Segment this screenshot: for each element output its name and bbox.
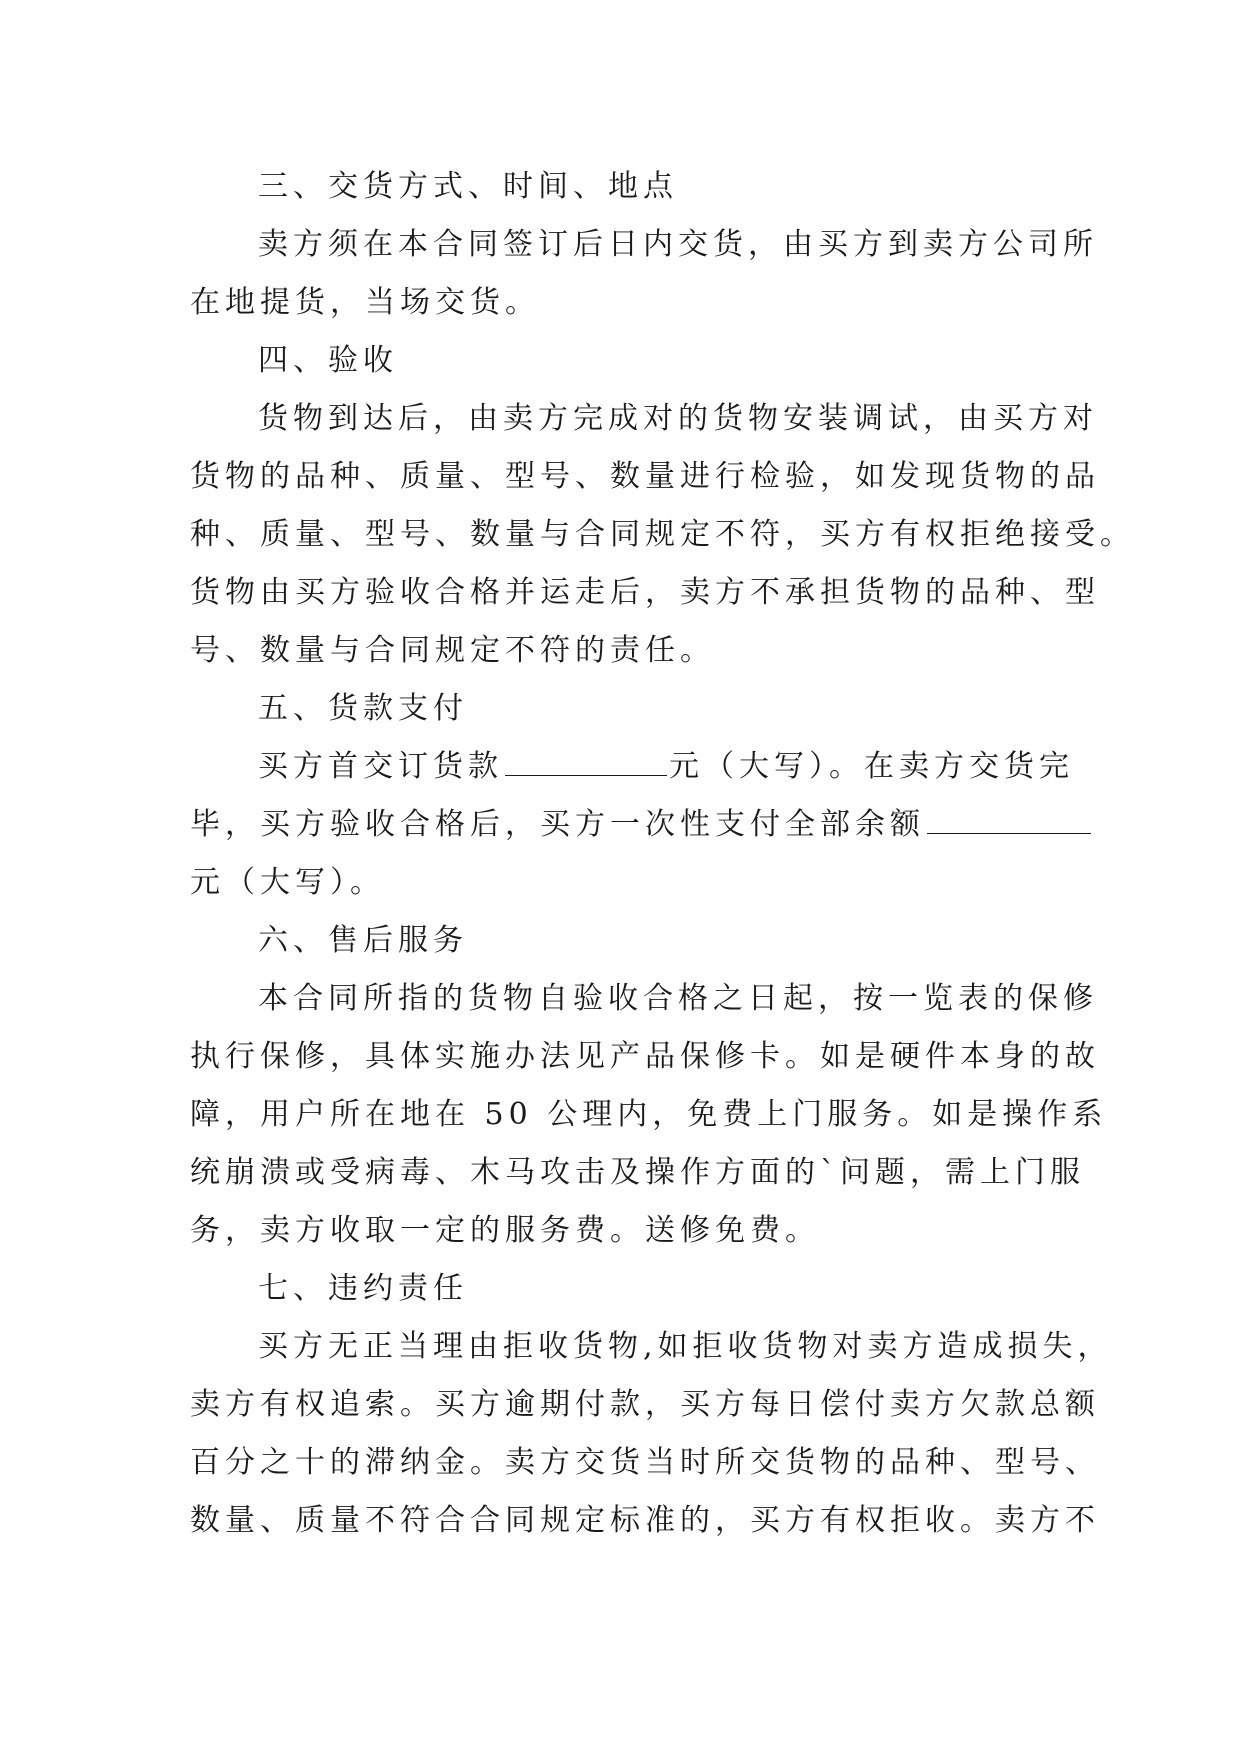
- paragraph-line: 统崩溃或受病毒、木马攻击及操作方面的`问题，需上门服: [190, 1155, 1085, 1190]
- section-heading-payment: 五、货款支付: [258, 691, 468, 726]
- paragraph-line: [190, 796, 1050, 854]
- section-heading-breach: 七、违约责任: [258, 1271, 468, 1306]
- deposit-amount-blank: [505, 739, 667, 776]
- paragraph-line: 本合同所指的货物自验收合格之日起，按一览表的保修: [258, 981, 1098, 1016]
- paragraph-line: 卖方须在本合同签订后日内交货，由买方到卖方公司所: [258, 227, 1098, 262]
- paragraph-line: 元（大写）。: [190, 865, 385, 900]
- payment-text: 元（大写）。在卖方交货完: [669, 749, 1074, 784]
- paragraph-line: 货物由买方验收合格并运走后，卖方不承担货物的品种、型: [190, 575, 1100, 610]
- paragraph-line: 执行保修，具体实施办法见产品保修卡。如是硬件本身的故: [190, 1039, 1100, 1074]
- payment-text: 买方首交订货款: [258, 749, 503, 784]
- paragraph-line: 在地提货，当场交货。: [190, 285, 540, 320]
- section-heading-acceptance: 四、验收: [258, 343, 398, 378]
- paragraph-line: 卖方有权追索。买方逾期付款，买方每日偿付卖方欠款总额: [190, 1387, 1100, 1422]
- paragraph-line: 种、质量、型号、数量与合同规定不符，买方有权拒绝接受。: [190, 517, 1135, 552]
- paragraph-line: 障，用户所在地在 50 公理内，免费上门服务。如是操作系: [190, 1097, 1108, 1132]
- paragraph-line: 务，卖方收取一定的服务费。送修免费。: [190, 1213, 820, 1248]
- section-heading-after-sales: 六、售后服务: [258, 923, 468, 958]
- paragraph-line: 货物的品种、质量、型号、数量进行检验，如发现货物的品: [190, 459, 1100, 494]
- paragraph-line: [190, 738, 1074, 796]
- payment-text: 毕，买方验收合格后，买方一次性支付全部余额: [190, 807, 925, 842]
- paragraph-line: 数量、质量不符合合同规定标准的，买方有权拒收。卖方不: [190, 1503, 1100, 1538]
- paragraph-line: 号、数量与合同规定不符的责任。: [190, 633, 715, 668]
- balance-amount-blank: [927, 797, 1091, 834]
- contract-page: [190, 158, 1135, 1550]
- paragraph-line: 买方无正当理由拒收货物,如拒收货物对卖方造成损失，: [258, 1329, 1113, 1364]
- paragraph-line: 货物到达后，由卖方完成对的货物安装调试，由买方对: [258, 401, 1098, 436]
- paragraph-line: 百分之十的滞纳金。卖方交货当时所交货物的品种、型号、: [190, 1445, 1100, 1480]
- section-heading-delivery: 三、交货方式、时间、地点: [258, 169, 678, 204]
